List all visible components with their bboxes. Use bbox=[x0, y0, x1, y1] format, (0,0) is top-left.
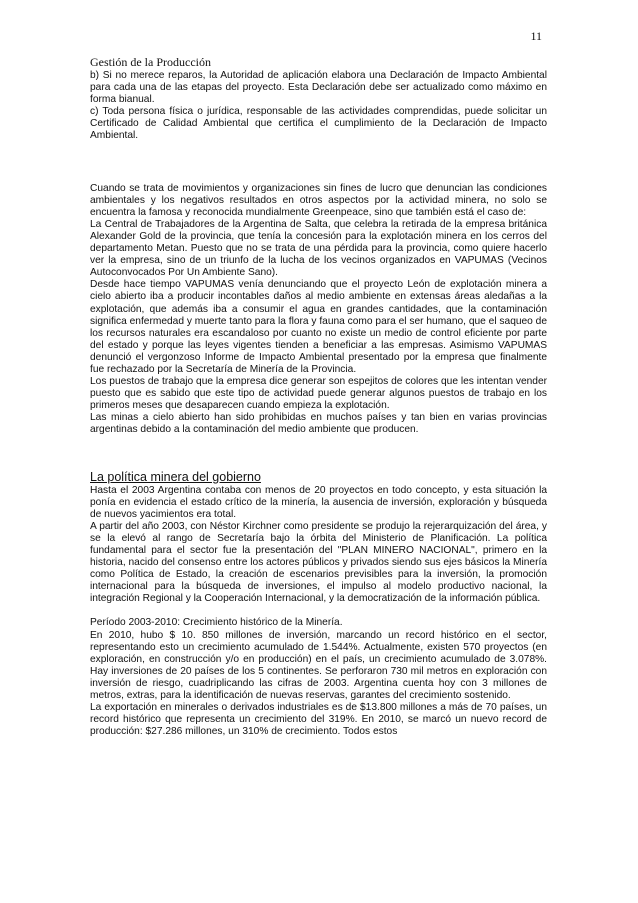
paragraph: Cuando se trata de movimientos y organizaciones sin fines de lucro que denuncian las condiciones ambientales y los negativos resultados en otros aspectos por la actividad minera, no solo se encuentra la famosa y reconocida mundialmente Greenpeace, sino que también está el caso de: bbox=[90, 182, 547, 218]
spacer bbox=[90, 437, 547, 470]
section-title-gestion: Gestión de la Producción bbox=[90, 55, 211, 69]
page-content bbox=[90, 55, 547, 738]
paragraph: b) Si no merece reparos, la Autoridad de aplicación elabora una Declaración de Impacto Ambiental para cada una de las etapas del proyecto. Esta Declaración debe ser actualizado como máximo en forma bianual. bbox=[90, 70, 547, 106]
paragraph: Las minas a cielo abierto han sido prohibidas en muchos países y tan bien en varias provincias argentinas debido a la contaminación del medio ambiente que producen. bbox=[90, 412, 547, 436]
paragraph: Período 2003-2010: Crecimiento histórico de la Minería. bbox=[90, 617, 343, 629]
spacer bbox=[90, 605, 547, 617]
paragraph: En 2010, hubo $ 10. 850 millones de inversión, marcando un record histórico en el sector, representando esto un crecimiento acumulado de 1.544%. Actualmente, existen 570 proyectos (en exploración, en construcción y/o en producción) en el país, un crecimiento acumulado de 3.078%. Hay inversiones de 20 países de los 5 continentes. Se perforaron 730 mil metros en exploración con inversión de riesgo, cuadriplicando las cifras de 2003. Argentina cuenta hoy con 3 millones de metros, extras, para la identificación de nuevas reservas, garantes del crecimiento sostenido. bbox=[90, 629, 547, 702]
paragraph: Los puestos de trabajo que la empresa dice generar son espejitos de colores que les intentan vender puesto que es sabido que este tipo de actividad puede generar algunos puestos de trabajo en los primeros meses que desaparecen cuando empieza la explotación. bbox=[90, 376, 547, 412]
paragraph: Desde hace tiempo VAPUMAS venía denunciando que el proyecto León de explotación minera a cielo abierto iba a producir incontables daños al medio ambiente en extensas áreas aledañas a la explotación, que además iba a consumir el agua en grandes cantidades, que la contaminación significa enfermedad y muerte tanto para la flora y fauna como para el ser humano, que el saqueo de los recursos naturales era escandaloso por cuanto no existe un medio de control eficiente por parte del estado y porque las leyes vigentes tienden a beneficiar a las empresas. Asimismo VAPUMAS denunció el vergonzoso Informe de Impacto Ambiental presentado por la empresa que finalmente fue rechazado por la Secretaría de Minería de la Provincia. bbox=[90, 279, 548, 375]
paragraph: c) Toda persona física o jurídica, responsable de las actividades comprendidas, puede solicitar un Certificado de Calidad Ambiental que certifica el cumplimiento de la Declaración de Impacto Ambiental. bbox=[90, 106, 547, 142]
paragraph: La exportación en minerales o derivados industriales es de $13.800 millones a más de 70 países, un record histórico que representa un crecimiento del 319%. En 2010, se marcó un nuevo record de producción: $27.286 millones, un 310% de crecimiento. Todos estos bbox=[90, 702, 547, 738]
paragraph: A partir del año 2003, con Néstor Kirchner como presidente se produjo la rejerarquización del área, y se la elevó al rango de Secretaría bajo la órbita del Ministerio de Planificación. La política fundamental para el sector fue la presentación del "PLAN MINERO NACIONAL", primero en la historia, nacido del consenso entre los actores públicos y privados siendo sus ejes básicos la Minería como Política de Estado, la creación de escenarios previsibles para la inversión, la promoción internacional para la búsqueda de inversiones, el impulso al modelo productivo nacional, la integración Regional y la Cooperación Internacional, y la democratización de la información pública. bbox=[90, 520, 547, 605]
paragraph: Hasta el 2003 Argentina contaba con menos de 20 proyectos en todo concepto, y esta situación la ponía en evidencia el estado crítico de la minería, la ausencia de inversión, exploración y búsqueda de nuevos yacimientos era total. bbox=[90, 484, 547, 520]
spacer bbox=[90, 143, 547, 183]
page-number: 11 bbox=[530, 29, 542, 43]
paragraph: La Central de Trabajadores de la Argentina de Salta, que celebra la retirada de la empresa británica Alexander Gold de la provincia, que tenía la concesión para la explotación minera en los cerros del departamento Metan. Puesto que no se trata de una pérdida para la provincia, como quiere hacerlo ver la empresa, sino de un triunfo de la lucha de los vecinos organizados en VAPUMAS (Vecinos Autoconvocados Por Un Ambiente Sano). bbox=[90, 218, 547, 279]
section-title-politica: La política minera del gobierno bbox=[90, 469, 261, 484]
